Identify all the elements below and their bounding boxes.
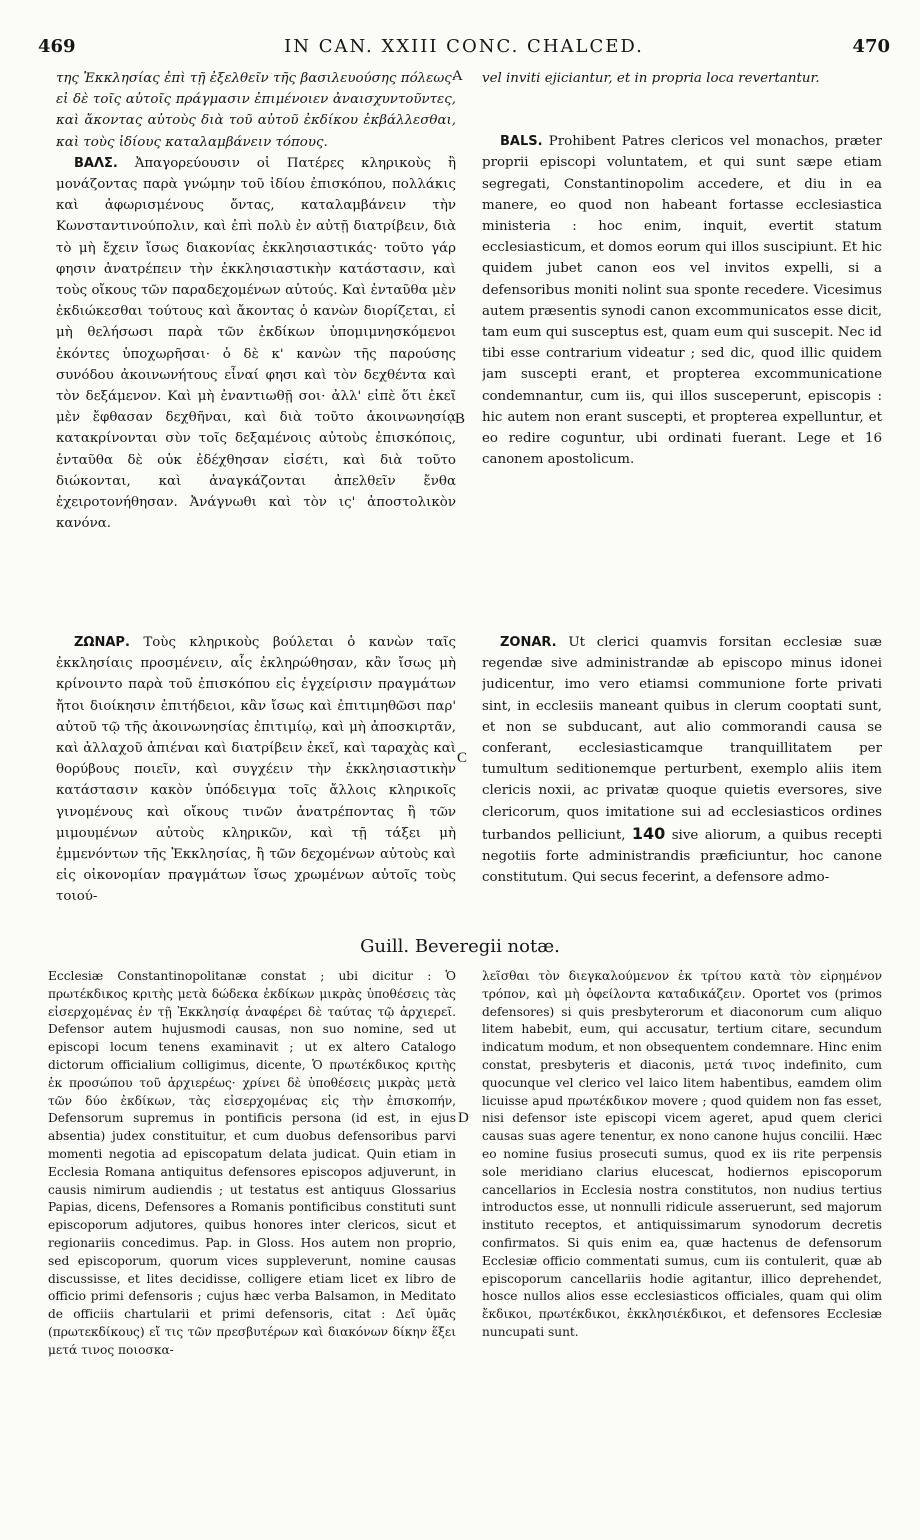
column-number-marker: 140 bbox=[631, 823, 666, 843]
notes-text-right: λεῖσθαι τὸν διεγκαλούμενον ἐκ τρίτου κατὰ τὸν εἰρημένον τρόπον, καὶ μὴ ὀφείλοντα καταδικάζειν. Oportet vos (primos defensores) si quis presbyterorum et diaconorum cum aliquo litem habebit, eum, qui accusatur, tertium citare, secundum indicatum modum, et non obsequentem condemnare. Hinc enim constat, presbyteris et diaconis, μετά τινος indefinito, cum quocunque vel clerico vel laico litem habentibus, eamdem olim licuisse apud πρωτέκδικον movere ; quod quidem non fas esset, nisi defensor iste episcopi vicem ageret, apud quem clerici causas suas agere tenentur, ex nono canone hujus concilii. Hæc eo nomine fusius prosecuti sumus, quod ex iis rite perpensis sole meridiano clarius elucescat, hodiernos episcoporum cancellarios in Ecclesia nostra constitutos, non nudius tertius introductos esse, ut nonnulli ridicule asseruerunt, sed majorum instituto receptos, et antiquissimarum synodorum decretis confirmatos. Si quis enim ea, quæ hactenus de defensorum Ecclesiæ officio commentati sumus, cum iis contulerit, quæ ab episcoporum cancellariis hodie agitantur, illico deprehendet, hosce nullos alios esse ecclesiasticos officiales, quam qui olim ἔκδικοι, πρωτέκδικοι, ἐκκλησιέκδικοι, et defensores Ecclesiæ nuncupati sunt. bbox=[482, 969, 882, 1339]
latin-canon-text: vel inviti ejiciantur, et in propria loca revertantur. bbox=[482, 71, 820, 86]
notes-heading: Guill. Beveregii notæ. bbox=[360, 936, 560, 957]
bals-label-latin: BALS. bbox=[500, 134, 543, 150]
latin-column-middle bbox=[482, 632, 882, 922]
latin-column-top bbox=[482, 68, 882, 628]
zon-commentary-greek: Τοὺς κληρικοὺς βούλεται ὁ κανὼν ταῖς ἐκκλησίαις προσμένειν, αἷς ἐκληρώθησαν, κἂν ἴσως μὴ κρίνοιντο παρὰ τοῦ ἐπισκόπου εἰς ἐγχείρισιν πραγμάτων ἤτοι διοίκησιν ἐπιτήδειοι, κἂν ἴσως καὶ ἐπιτιμηθῶσι παρ' αὐτοῦ τῷ τῆς ἀκοινωνησίας ἐπιτιμίῳ, καὶ μὴ ἀποσκιρτᾶν, καὶ ἀλλαχοῦ ἀπιέναι καὶ διατρίβειν ἐκεῖ, καὶ ταραχὰς καὶ θορύβους ποιεῖν, καὶ συγχέειν τὴν ἐκκλησιαστικὴν κατάστασιν κακὸν ὑπόδειγμα τοῖς ἄλλοις κληρικοῖς γινομένους καὶ οἴκους τινῶν ἀνατρέποντας ἢ τῶν μιμουμένων αὐτοὺς κληρικῶν, καὶ τῇ τάξει μὴ ἐμμενόντων τῆς Ἐκκλησίας, ἢ τῶν δεχομένων αὐτοὺς καὶ εἰς οἰκονομίαν πραγμάτων ἴσως χρωμένων αὐτοῖς τοὺς τοιού- bbox=[56, 635, 456, 905]
zon-commentary-latin-1: Ut clerici quamvis forsitan ecclesiæ suæ regendæ sive administrandæ ab episcopo minus idonei judicentur, imo vero etiamsi communione forte privati sint, in ecclesiis maneant quibus in clerum cooptati sunt, et non se subducant, aut alio commorandi causa se conferant, ecclesiasticamque tranquillitatem per tumultum seditionemque perturbent, exemplo aliis item clericis noxii, ac privatæ quoque quietis eversores, sive clericorum, quos imitatione sui ad ecclesiasticos ordines turbandos pelliciunt, bbox=[482, 635, 882, 843]
greek-column-middle bbox=[56, 632, 456, 922]
running-title: IN CAN. XXIII CONC. CHALCED. bbox=[284, 36, 644, 57]
zon-label-latin: ZONAR. bbox=[500, 635, 557, 650]
page-header bbox=[38, 36, 890, 64]
margin-mark-d: D bbox=[458, 1110, 469, 1126]
bals-label-greek: ΒΑΛΣ. bbox=[74, 155, 118, 171]
notes-column-left bbox=[48, 968, 456, 1518]
greek-canon-text: της Ἐκκλησίας ἐπὶ τῇ ἐξελθεῖν τῆς βασιλευούσης πόλεως· εἰ δὲ τοῖς αὐτοῖς πράγμασιν ἐπιμένοιεν ἀναισχυντοῦντες, καὶ ἄκοντας αὐτοὺς διὰ τοῦ αὐτοῦ ἐκδίκου ἐκβάλλεσθαι, καὶ τοὺς ἰδίους καταλαμβάνειν τόπους. bbox=[56, 71, 456, 150]
margin-mark-c: C bbox=[457, 750, 468, 766]
notes-text-left: Ecclesiæ Constantinopolitanæ constat ; ubi dicitur : Ὁ πρωτέκδικος κριτὴς μετὰ δώδεκα ἐκδίκων μικρὰς ὑποθέσεις τὰς εἰσερχομένας ἐν τῇ Ἐκκλησίᾳ ἀναφέρει δὲ ταύτας τῷ ἀρχιερεῖ. Defensor autem hujusmodi causas, non suo nomine, sed ut episcopi locum tenens examinavit ; ut ex altero Catalogo dictorum officialium colligimus, dicente, Ὁ πρωτέκδικος κριτὴς ἐκ προσώπου τοῦ ἀρχιερέως· χρίνει δὲ ὑποθέσεις μικρὰς μετὰ τῶν δύο ἐκδίκων, τὰς εἰσερχομένας εἰς τὴν ἐπισκοπήν, Defensorum supremus in pontificis persona (id est, in ejus absentia) judex constituitur, et cum duobus defensoribus parvi momenti negotia ad episcopatum delata judicat. Quin etiam in Ecclesia Romana antiquitus defensores episcopos adjuverunt, in causis nimirum audiendis ; ut testatus est antiquus Glossarius Papias, dicens, Defensores a Romanis pontificibus constituti sunt episcoporum adjutores, quibus honores inter clericos, sicut et regionariis concedimus. Pap. in Gloss. Hos autem non proprio, sed episcoporum, quorum vices suppleverunt, nomine causas discussisse, et lites decidisse, colligere etiam licet ex libro de officio primi defensoris ; cujus hæc verba Balsamon, in Meditato de officiis chartularii et primi defensoris, citat : Δεῖ ὑμᾶς (πρωτεκδίκους) εἴ τις τῶν πρεσβυτέρων καὶ διακόνων δίκην ἕξει μετά τινος ποιοσκα- bbox=[48, 969, 456, 1357]
bals-commentary-latin: Prohibent Patres clericos vel monachos, præter proprii episcopi voluntatem, et qui sunt sæpe etiam segregati, Constantinopolim accedere, et diu in ea manere, eo quod non habeant fortasse ecclesiastica ministeria : hoc enim, inquit, evertit statum ecclesiasticum, et domos eorum qui illos suscipiunt. Et hic quidem jubet canon eos vel invitos expelli, si a defensoribus moniti nolint sua sponte recedere. Vicesimus autem præsentis synodi canon excommunicatos esse dicit, tam eum qui susceptus est, quam eum qui suscepit. Nec id tibi esse contrarium videatur ; sed dic, quod illic quidem jam suscepti erant, et propterea excommunicatione condemnantur, cum iis, qui illos susceperunt, episcopis : hic autem non erant suscepti, et propterea expelluntur, et eo redire coguntur, ubi ordinati fuerant. Lege et 16 canonem apostolicum. bbox=[482, 134, 882, 468]
zon-label-greek: ΖΩΝΑΡ. bbox=[74, 635, 130, 650]
page-number-left: 469 bbox=[38, 36, 76, 57]
zon-commentary-latin-2: sive aliorum, a quibus recepti negotiis forte administrandis præficiuntur, hoc canone constitutum. Qui secus fecerint, a defensore admo- bbox=[482, 827, 882, 886]
bals-commentary-greek: Ἀπαγορεύουσιν οἱ Πατέρες κληρικοὺς ἢ μονάζοντας παρὰ γνώμην τοῦ ἰδίου ἐπισκόπου, πολλάκις καὶ ἀφωρισμένους ὄντας, καταλαμβάνειν τὴν Κωνσταντινούπολιν, καὶ ἐπὶ πολὺ ἐν αὐτῇ διατρίβειν, διὰ τὸ μὴ ἔχειν ἴσως διακονίας ἐκκλησιαστικάς· τοῦτο γάρ φησιν ἀνατρέπειν τὴν ἐκκλησιαστικὴν κατάστασιν, καὶ τοὺς οἴκους τῶν παραδεχομένων αὐτούς. Καὶ ἐνταῦθα μὲν ἐκδιώκεσθαι τούτους καὶ ἄκοντας ὁ κανὼν διορίζεται, εἰ μὴ θελήσωσι παρὰ τῶν ἐκδίκων ὑπομιμνησκόμενοι ἑκόντες ὑποχωρῆσαι· ὁ δὲ κ' κανὼν τῆς παρούσης συνόδου ἀκοινωνήτους εἶναί φησι καὶ τὸν δεχθέντα καὶ τὸν δεξάμενον. Καὶ μὴ ἐναντιωθῇ σοι· ἀλλ' εἰπὲ ὅτι ἐκεῖ μὲν ἔφθασαν δεχθῆναι, καὶ διὰ τοῦτο ἀκοινωνησίᾳ κατακρίνονται σὺν τοῖς δεξαμένοις αὐτοὺς ἐπισκόποις, ἐνταῦθα δὲ οὐκ ἐδέχθησαν εἰσέτι, καὶ διὰ τοῦτο διώκονται, καὶ ἀναγκάζονται ἀπελθεῖν ἔνθα ἐχειροτονήθησαν. Ἀνάγνωθι καὶ τὸν ις' ἀποστολικὸν κανόνα. bbox=[56, 155, 456, 532]
page-number-right: 470 bbox=[852, 36, 890, 57]
greek-column-top bbox=[56, 68, 456, 628]
margin-mark-b: B bbox=[455, 411, 466, 427]
margin-mark-a: A bbox=[452, 68, 463, 84]
notes-column-right bbox=[482, 968, 882, 1518]
